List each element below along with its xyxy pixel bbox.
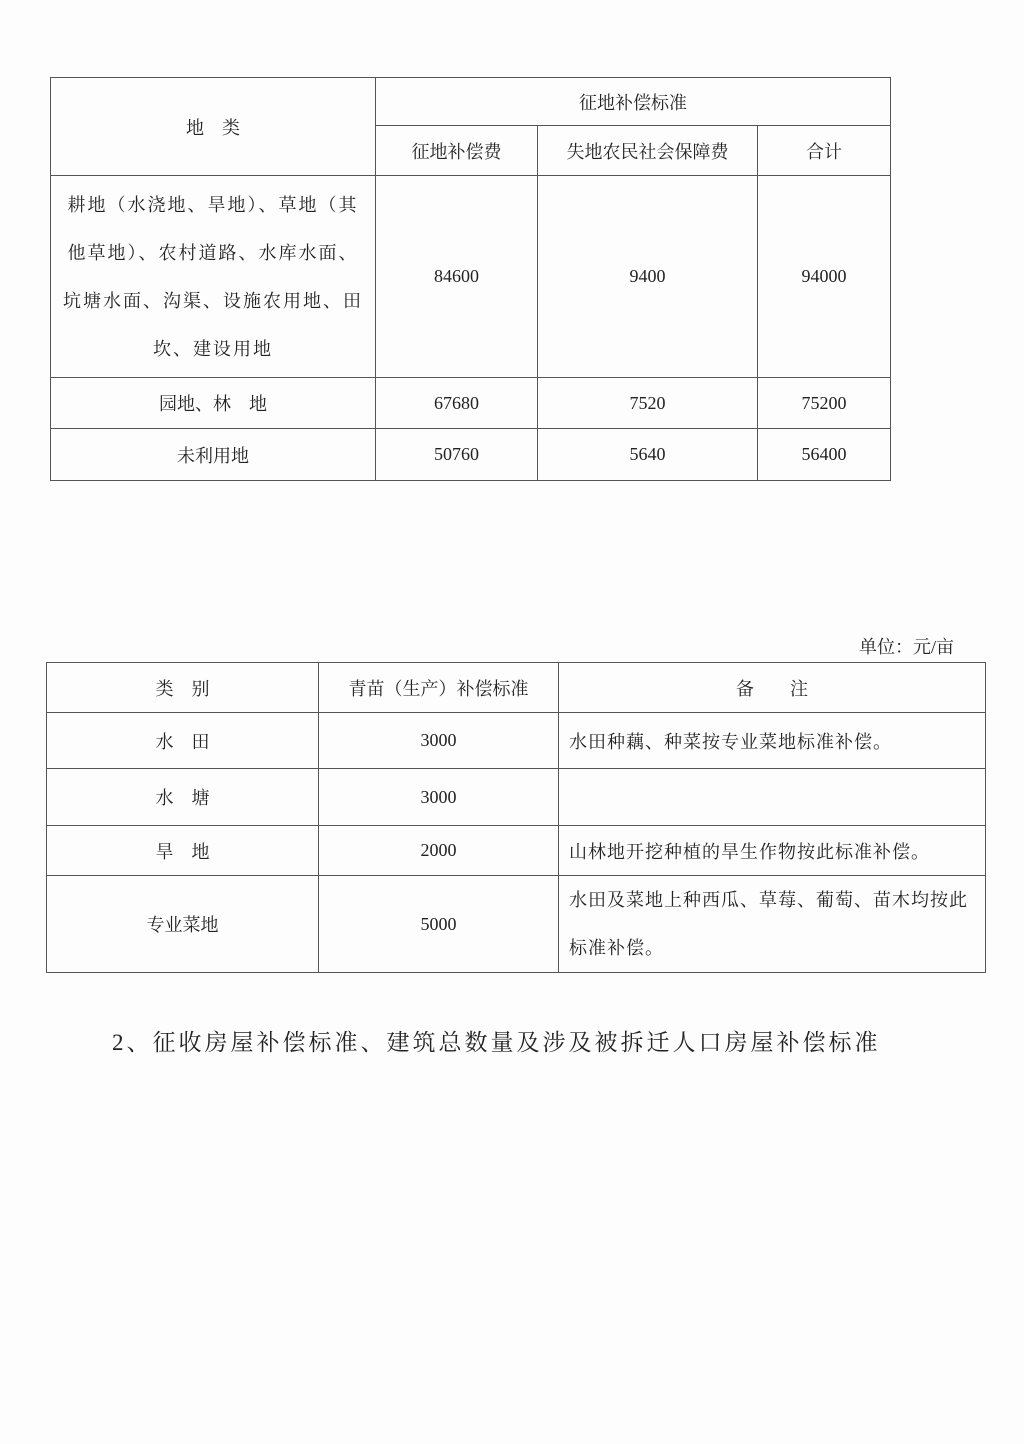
note-cell: 山林地开挖种植的旱生作物按此标准补偿。 xyxy=(559,826,986,876)
category-cell: 水 塘 xyxy=(47,769,319,826)
standard-cell: 2000 xyxy=(319,826,559,876)
note-cell: 水田种藕、种菜按专业菜地标准补偿。 xyxy=(559,713,986,769)
land-type-cell: 耕地（水浇地、旱地）、草地（其他草地）、农村道路、水库水面、坑塘水面、沟渠、设施农用地、田坎、建设用地 xyxy=(51,176,376,378)
value-cell: 5640 xyxy=(538,429,758,481)
crop-compensation-table xyxy=(46,662,986,973)
table-row xyxy=(47,769,986,826)
value-cell: 84600 xyxy=(376,176,538,378)
table-row xyxy=(47,876,986,973)
header-col: 类 别 xyxy=(47,663,319,713)
header-col: 青苗（生产）补偿标准 xyxy=(319,663,559,713)
category-cell: 旱 地 xyxy=(47,826,319,876)
note-cell xyxy=(559,769,986,826)
value-cell: 67680 xyxy=(376,378,538,429)
value-cell: 9400 xyxy=(538,176,758,378)
table-row xyxy=(47,713,986,769)
section-heading: 2、征收房屋补偿标准、建筑总数量及涉及被拆迁人口房屋补偿标准 xyxy=(112,1030,881,1055)
value-cell: 56400 xyxy=(758,429,891,481)
land-compensation-table xyxy=(50,77,891,481)
value-cell: 75200 xyxy=(758,378,891,429)
table-row xyxy=(47,826,986,876)
note-cell: 水田及菜地上种西瓜、草莓、葡萄、苗木均按此标准补偿。 xyxy=(559,876,986,973)
header-col: 备 注 xyxy=(559,663,986,713)
land-type-cell: 园地、林 地 xyxy=(51,378,376,429)
unit-label: 单位：元/亩 xyxy=(858,637,954,657)
value-cell: 7520 xyxy=(538,378,758,429)
value-cell: 94000 xyxy=(758,176,891,378)
standard-cell: 3000 xyxy=(319,769,559,826)
header-compensation-standard: 征地补偿标准 xyxy=(376,78,891,126)
header-col: 失地农民社会保障费 xyxy=(538,126,758,176)
table-row xyxy=(51,176,891,378)
land-type-cell: 未利用地 xyxy=(51,429,376,481)
header-col: 征地补偿费 xyxy=(376,126,538,176)
standard-cell: 5000 xyxy=(319,876,559,973)
category-cell: 专业菜地 xyxy=(47,876,319,973)
category-cell: 水 田 xyxy=(47,713,319,769)
standard-cell: 3000 xyxy=(319,713,559,769)
table-row xyxy=(51,378,891,429)
value-cell: 50760 xyxy=(376,429,538,481)
table-row xyxy=(51,429,891,481)
header-col: 合计 xyxy=(758,126,891,176)
header-land-type: 地 类 xyxy=(51,78,376,176)
